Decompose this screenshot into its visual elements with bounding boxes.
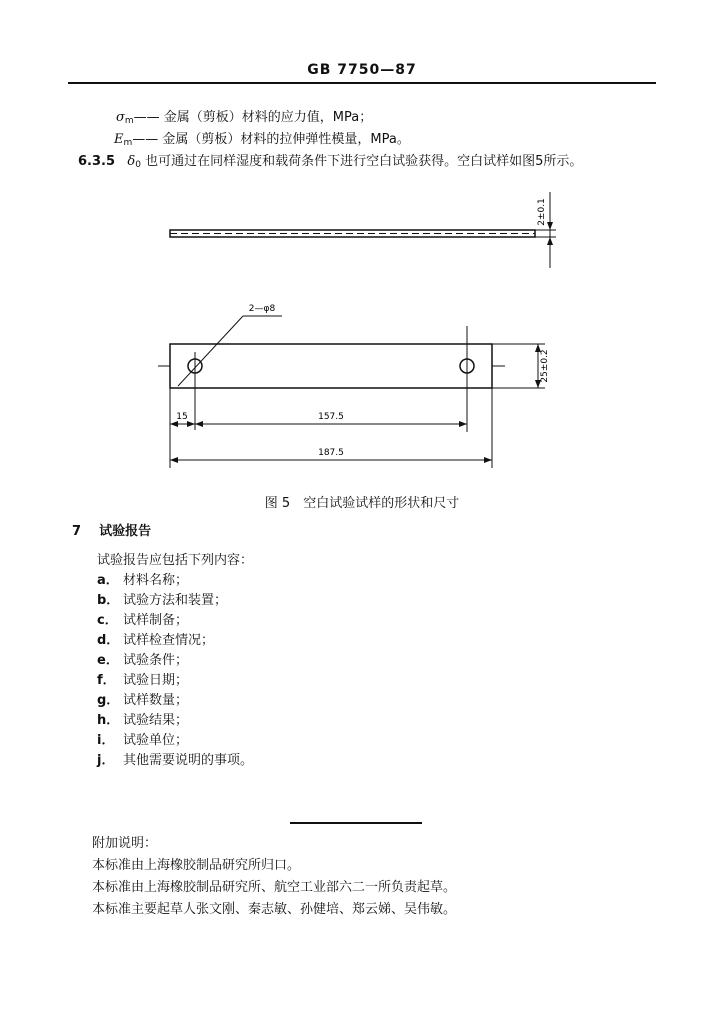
list-item-letter: a． <box>97 573 119 588</box>
list-item-text: 其他需要说明的事项。 <box>123 753 254 768</box>
list-item-text: 试验日期； <box>123 673 189 688</box>
list-item-text: 试验条件； <box>123 653 189 668</box>
list-item-letter: g． <box>97 693 120 708</box>
list-item-text: 试验方法和装置； <box>123 593 228 608</box>
list-item-text: 试样制备； <box>123 613 189 628</box>
symbol-e: E <box>114 132 124 147</box>
list-item <box>97 709 188 728</box>
list-item <box>97 629 214 648</box>
clause-text: 也可通过在同样湿度和载荷条件下进行空白试验获得。空白试样如图5所示。 <box>145 154 583 169</box>
list-item-letter: e． <box>97 653 119 668</box>
list-item-letter: h． <box>97 713 120 728</box>
list-item-text: 试样检查情况； <box>123 633 215 648</box>
dim-157-5: 157.5 <box>318 412 344 422</box>
list-item <box>97 609 188 628</box>
section-7-intro: 试验报告应包括下列内容： <box>97 553 254 568</box>
footnote-line: 本标准由上海橡胶制品研究所、航空工业部六二一所负责起草。 <box>92 880 457 895</box>
list-item-letter: j． <box>97 753 115 768</box>
definition-sigma-text: —— 金属（剪板）材料的应力值，MPa； <box>133 110 373 125</box>
list-item <box>97 689 188 708</box>
list-item <box>97 649 188 668</box>
list-item <box>97 749 253 768</box>
page-header-title: GB 7750—87 <box>307 62 417 78</box>
footnote-line: 本标准由上海橡胶制品研究所归口。 <box>92 858 301 873</box>
section-7-heading <box>72 520 151 539</box>
list-item <box>97 589 227 608</box>
list-item-letter: f． <box>97 673 116 688</box>
list-item-text: 试验结果； <box>123 713 189 728</box>
footnote-line: 本标准主要起草人张文刚、秦志敏、孙健培、郑云娣、吴伟敏。 <box>92 902 457 917</box>
hole-callout: 2—φ8 <box>248 304 276 314</box>
list-item-letter: c． <box>97 613 118 628</box>
symbol-sigma: σ <box>116 110 125 125</box>
symbol-delta: δ <box>127 154 136 169</box>
dim-187-5: 187.5 <box>318 448 344 458</box>
list-item <box>97 669 188 688</box>
list-item-text: 试验单位； <box>123 733 189 748</box>
width-dim: 25±0.2 <box>540 349 550 383</box>
symbol-delta-sub: 0 <box>135 160 141 170</box>
list-item-text: 试样数量； <box>123 693 189 708</box>
list-item-text: 材料名称； <box>123 573 189 588</box>
list-item-letter: b． <box>97 593 120 608</box>
list-item-letter: i． <box>97 733 115 748</box>
list-item-letter: d． <box>97 633 120 648</box>
section-7-number: 7 <box>72 524 82 539</box>
footnote-rule <box>290 822 422 824</box>
dim-15: 15 <box>176 412 188 422</box>
clause-number: 6.3.5 <box>78 154 116 169</box>
symbol-e-sub: m <box>123 138 133 148</box>
side-thickness-dim: 2±0.1 <box>537 198 547 226</box>
figure-caption: 图 5 空白试验试样的形状和尺寸 <box>264 496 460 511</box>
list-item <box>97 729 188 748</box>
section-7-title: 试验报告 <box>99 524 152 539</box>
plan-view <box>158 316 545 468</box>
side-view <box>170 192 556 268</box>
list-item <box>97 569 188 588</box>
symbol-sigma-sub: m <box>124 116 134 126</box>
footnote-title: 附加说明： <box>92 836 158 851</box>
definition-e-text: —— 金属（剪板）材料的拉伸弹性模量，MPa。 <box>132 132 410 147</box>
